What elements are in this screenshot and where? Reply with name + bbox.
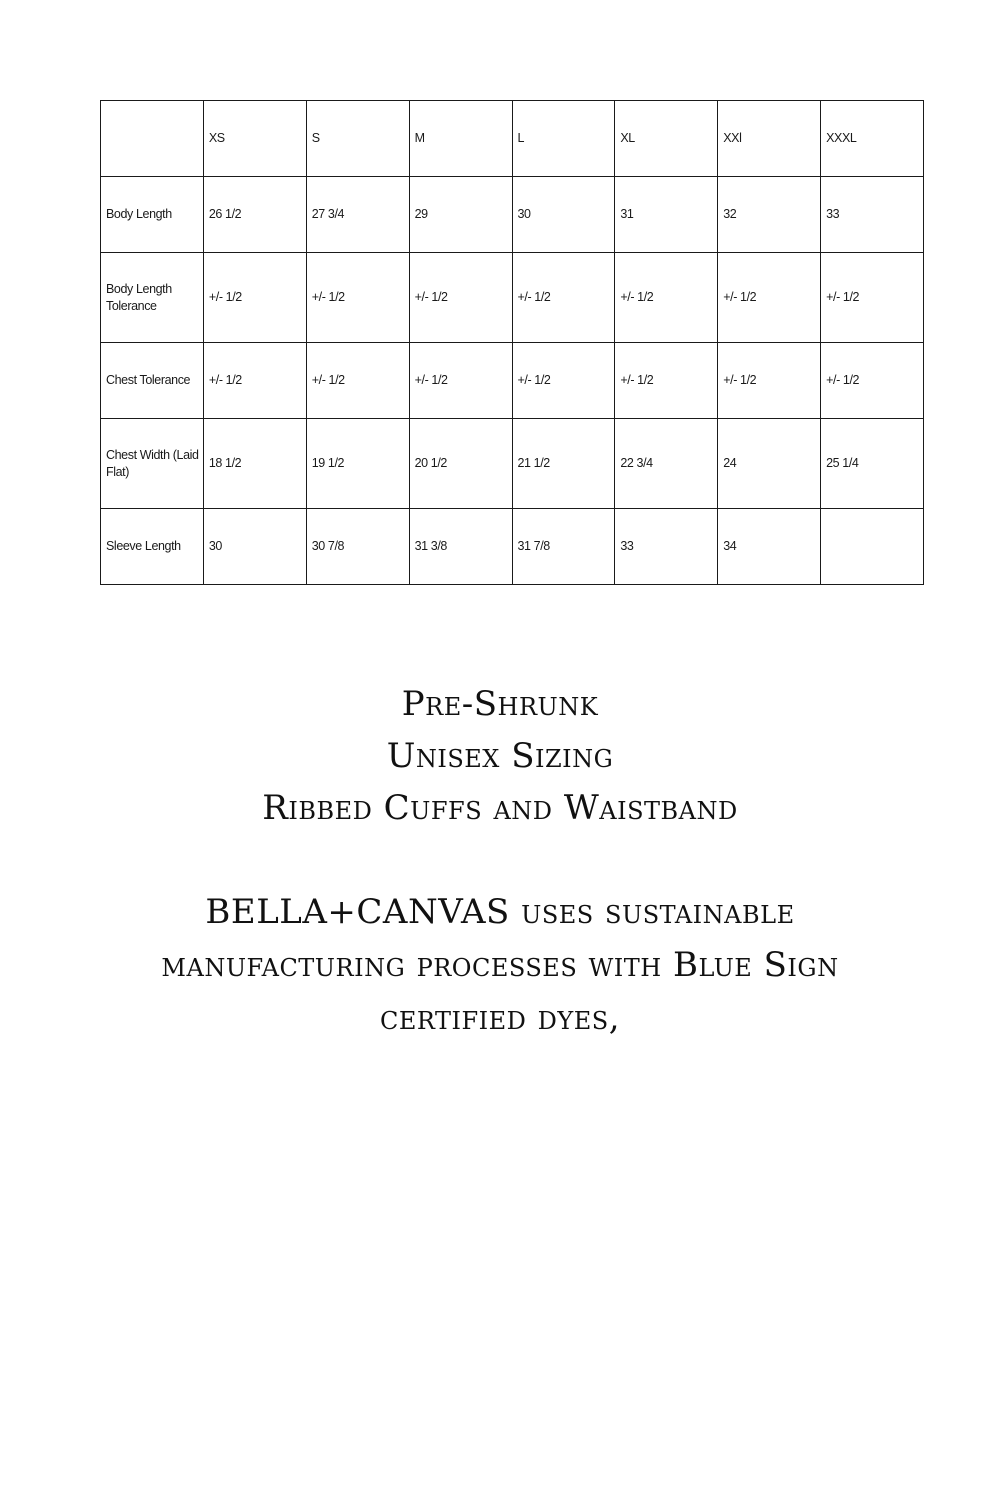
table-cell: +/- 1/2	[409, 343, 512, 419]
table-cell: 21 1/2	[512, 419, 615, 509]
table-cell: 31 3/8	[409, 509, 512, 585]
table-cell: +/- 1/2	[512, 343, 615, 419]
table-row-body-length-tolerance	[101, 253, 924, 343]
table-cell: 22 3/4	[615, 419, 718, 509]
header-cell	[101, 101, 204, 177]
table-row-body-length	[101, 177, 924, 253]
table-cell: 19 1/2	[306, 419, 409, 509]
table-cell: 29	[409, 177, 512, 253]
table-cell: +/- 1/2	[203, 253, 306, 343]
feature-ribbed-cuffs: Ribbed Cuffs and Waistband	[262, 788, 738, 828]
table-cell: +/- 1/2	[718, 253, 821, 343]
sustainability-note: BELLA+CANVAS uses sustainable manufacturing processes with Blue Sign certified dyes,	[161, 892, 839, 1038]
table-cell: +/- 1/2	[512, 253, 615, 343]
row-label: Chest Tolerance	[101, 343, 204, 419]
row-label: Sleeve Length	[101, 509, 204, 585]
table-cell: +/- 1/2	[718, 343, 821, 419]
table-cell: +/- 1/2	[615, 253, 718, 343]
header-cell: L	[512, 101, 615, 177]
table-cell: +/- 1/2	[615, 343, 718, 419]
header-cell: XXl	[718, 101, 821, 177]
feature-unisex-sizing: Unisex Sizing	[386, 736, 614, 776]
table-cell: +/- 1/2	[203, 343, 306, 419]
size-chart-table	[100, 100, 924, 585]
table-cell: 18 1/2	[203, 419, 306, 509]
table-cell: 32	[718, 177, 821, 253]
header-cell: M	[409, 101, 512, 177]
table-cell: 33	[615, 509, 718, 585]
table-cell: 25 1/4	[821, 419, 924, 509]
table-cell: +/- 1/2	[409, 253, 512, 343]
table-cell: 31 7/8	[512, 509, 615, 585]
row-label: Body Length	[101, 177, 204, 253]
table-row-sleeve-length	[101, 509, 924, 585]
feature-pre-shrunk: Pre-Shrunk	[401, 684, 599, 724]
table-cell: 24	[718, 419, 821, 509]
table-cell: 33	[821, 177, 924, 253]
table-cell: 26 1/2	[203, 177, 306, 253]
header-cell: XS	[203, 101, 306, 177]
feature-list	[0, 678, 1000, 834]
table-cell: +/- 1/2	[306, 343, 409, 419]
table-cell: 27 3/4	[306, 177, 409, 253]
table-cell: 31	[615, 177, 718, 253]
table-cell: 20 1/2	[409, 419, 512, 509]
header-cell: XXXL	[821, 101, 924, 177]
table-cell: +/- 1/2	[306, 253, 409, 343]
header-cell: S	[306, 101, 409, 177]
table-cell: +/- 1/2	[821, 253, 924, 343]
table-cell: 30	[203, 509, 306, 585]
table-cell: 30 7/8	[306, 509, 409, 585]
table-row-chest-tolerance	[101, 343, 924, 419]
table-cell: 34	[718, 509, 821, 585]
table-row-chest-width	[101, 419, 924, 509]
table-cell: +/- 1/2	[821, 343, 924, 419]
size-header-row	[101, 101, 924, 177]
table-cell	[821, 509, 924, 585]
table-cell: 30	[512, 177, 615, 253]
row-label: Chest Width (Laid Flat)	[101, 419, 204, 509]
row-label: Body Length Tolerance	[101, 253, 204, 343]
header-cell: XL	[615, 101, 718, 177]
